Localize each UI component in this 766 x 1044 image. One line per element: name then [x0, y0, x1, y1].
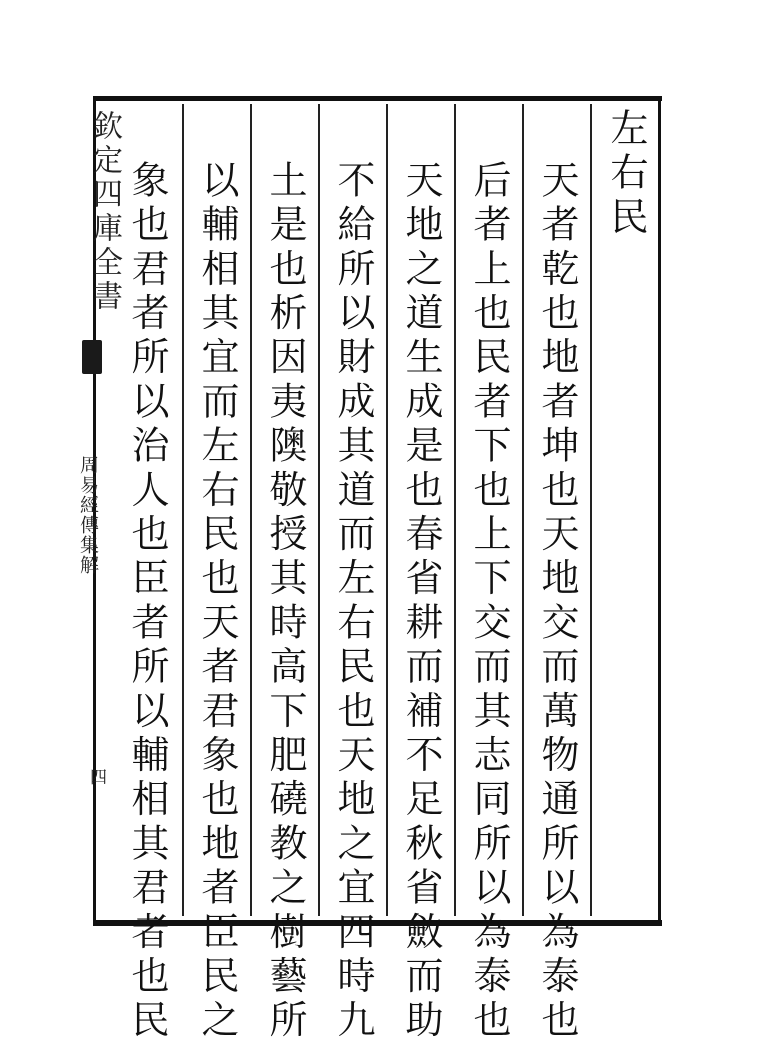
- margin-series-title: 欽定四庫全書: [87, 110, 122, 314]
- column-text: 土是也析因夷隩敬授其時高下肥磽教之樹藝所: [263, 160, 307, 1044]
- column-divider: [590, 104, 592, 916]
- text-column-1: [594, 108, 658, 918]
- margin-book-title: 周易經傳集解: [77, 455, 99, 575]
- text-column-7: [184, 160, 250, 1044]
- top-border-rule: [95, 96, 662, 101]
- column-text: 以輔相其宜而左右民也天者君象也地者臣民之: [195, 160, 239, 1044]
- text-column-2: [524, 160, 590, 1044]
- text-column-4: [388, 160, 454, 1044]
- text-column-8: [112, 160, 182, 1044]
- column-text: 天地之道生成是也春省耕而補不足秋省斂而助: [399, 160, 443, 1044]
- column-text: 象也君者所以治人也臣者所以輔相其君者也民: [125, 160, 169, 1044]
- text-column-6: [252, 160, 318, 1044]
- column-text: 左右民: [604, 108, 648, 241]
- fish-tail-mark: [82, 340, 102, 374]
- column-text: 不給所以財成其道而左右民也天地之宜四時九: [331, 160, 375, 1044]
- right-border-rule: [658, 96, 661, 926]
- column-text: 天者乾也地者坤也天地交而萬物通所以為泰也: [535, 160, 579, 1044]
- text-column-3: [456, 160, 522, 1044]
- margin-page-number: 四: [86, 768, 106, 785]
- column-text: 后者上也民者下也上下交而其志同所以為泰也: [467, 160, 511, 1044]
- text-column-5: [320, 160, 386, 1044]
